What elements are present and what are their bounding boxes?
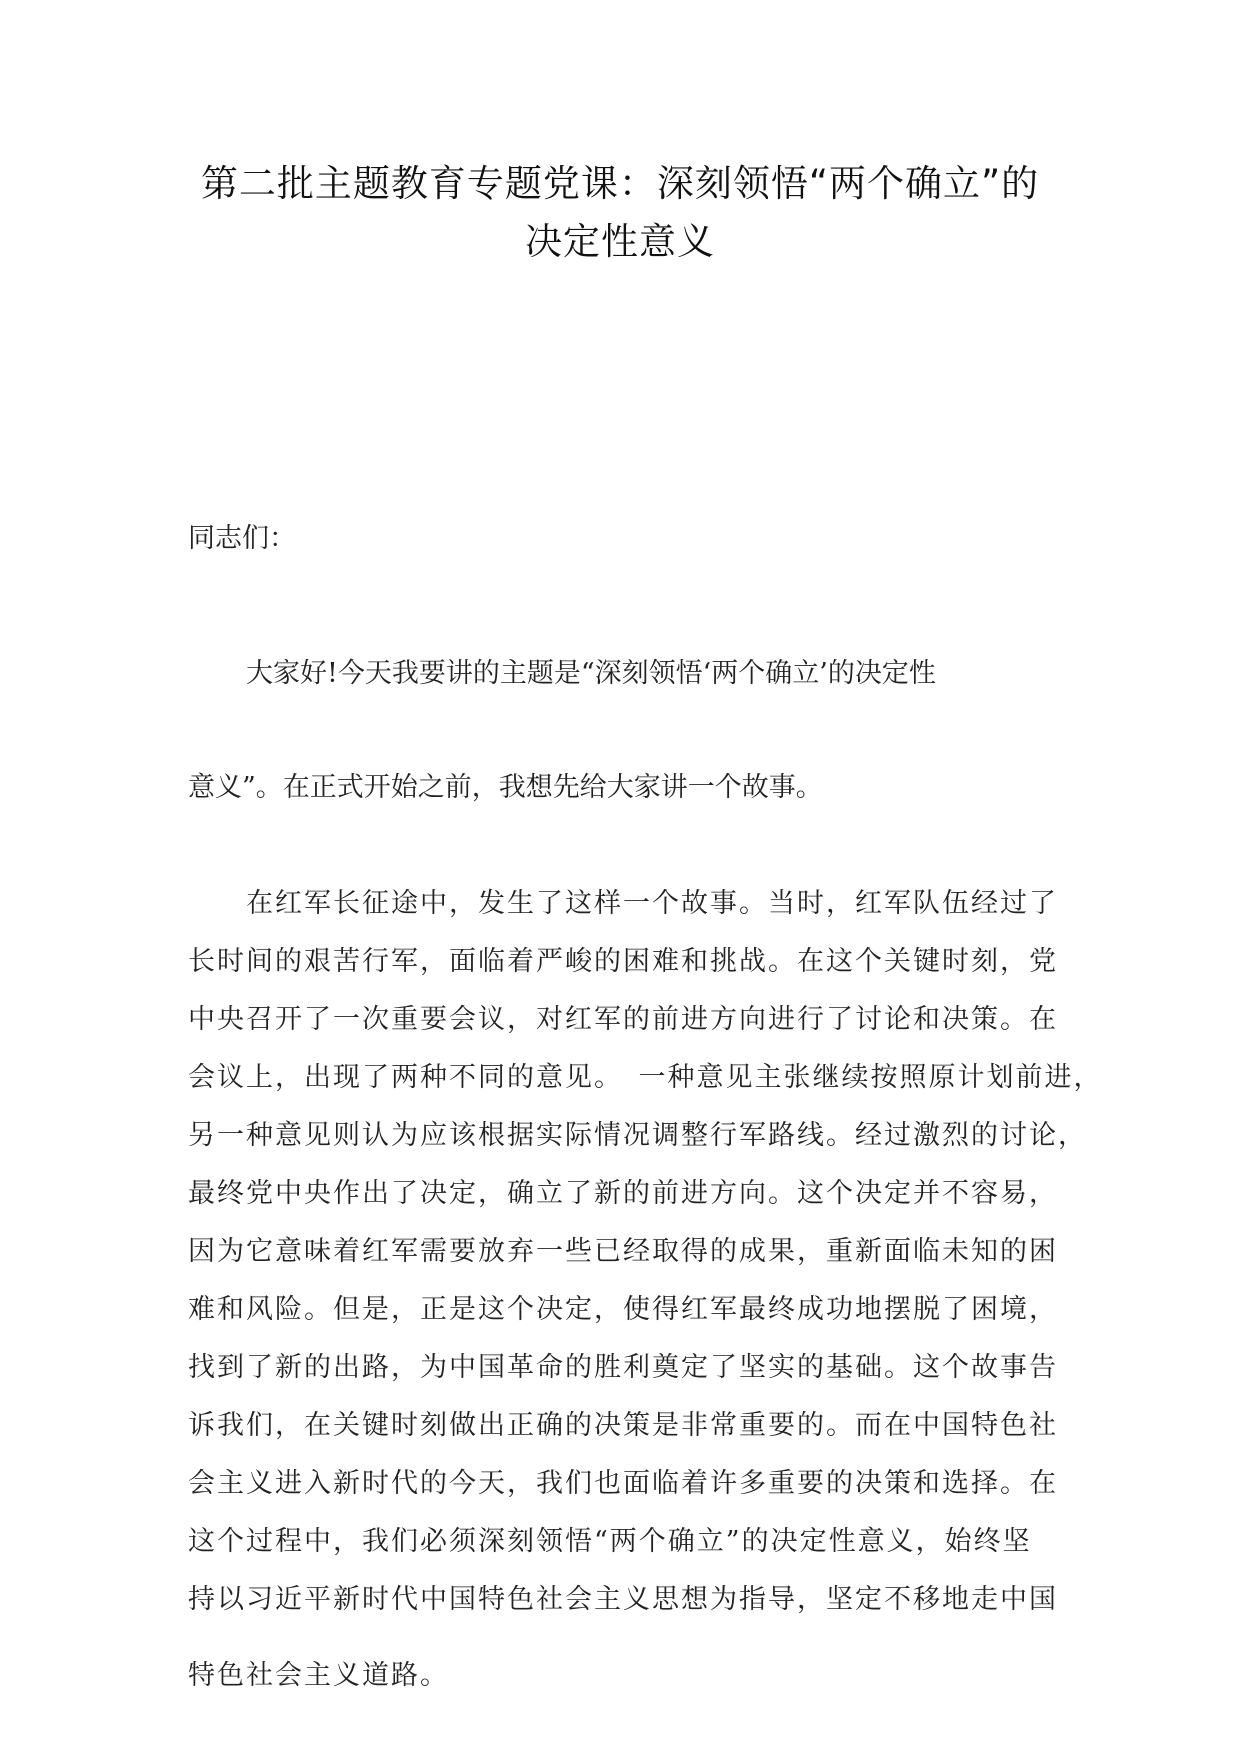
paragraph-line: 意义”。在正式开始之前，我想先给大家讲一个故事。 — [188, 772, 823, 803]
title-line: 决定性意义 — [525, 220, 715, 263]
paragraph-line: 在红军长征途中，发生了这样一个故事。当时，红军队伍经过了 — [246, 888, 1058, 919]
paragraph-line: 这个过程中，我们必须深刻领悟“两个确立”的决定性意义，始终坚 — [188, 1526, 1032, 1557]
paragraph-line: 中央召开了一次重要会议，对红军的前进方向进行了讨论和决策。在 — [188, 1004, 1058, 1035]
paragraph-line: 长时间的艰苦行军，面临着严峻的困难和挑战。在这个关键时刻，党 — [188, 946, 1058, 977]
paragraph-line: 诉我们，在关键时刻做出正确的决策是非常重要的。而在中国特色社 — [188, 1410, 1058, 1441]
paragraph-line: 会议上，出现了两种不同的意见。 一种意见主张继续按照原计划前进， — [188, 1062, 1103, 1093]
paragraph-story — [188, 875, 1103, 1705]
salutation-text: 同志们： — [188, 523, 296, 554]
paragraph-intro — [188, 645, 1068, 817]
paragraph-line: 因为它意味着红军需要放弃一些已经取得的成果，重新面临未知的困 — [188, 1236, 1058, 1267]
paragraph-line: 会主义进入新时代的今天，我们也面临着许多重要的决策和选择。在 — [188, 1468, 1058, 1499]
paragraph-line: 另一种意见则认为应该根据实际情况调整行军路线。经过激烈的讨论， — [188, 1120, 1087, 1151]
paragraph-line: 难和风险。但是，正是这个决定，使得红军最终成功地摆脱了困境， — [188, 1294, 1058, 1325]
paragraph-line: 持以习近平新时代中国特色社会主义思想为指导，坚定不移地走中国 — [188, 1584, 1058, 1615]
document-title — [150, 155, 1090, 271]
paragraph-line: 特色社会主义道路。 — [188, 1660, 449, 1691]
paragraph-line: 大家好!今天我要讲的主题是“深刻领悟‘两个确立’的决定性 — [246, 658, 936, 689]
salutation — [188, 510, 1068, 568]
paragraph-line: 找到了新的出路，为中国革命的胜利奠定了坚实的基础。这个故事告 — [188, 1352, 1058, 1383]
title-line: 第二批主题教育专题党课：深刻领悟“两个确立”的 — [200, 162, 1040, 205]
paragraph-line: 最终党中央作出了决定，确立了新的前进方向。这个决定并不容易， — [188, 1178, 1058, 1209]
